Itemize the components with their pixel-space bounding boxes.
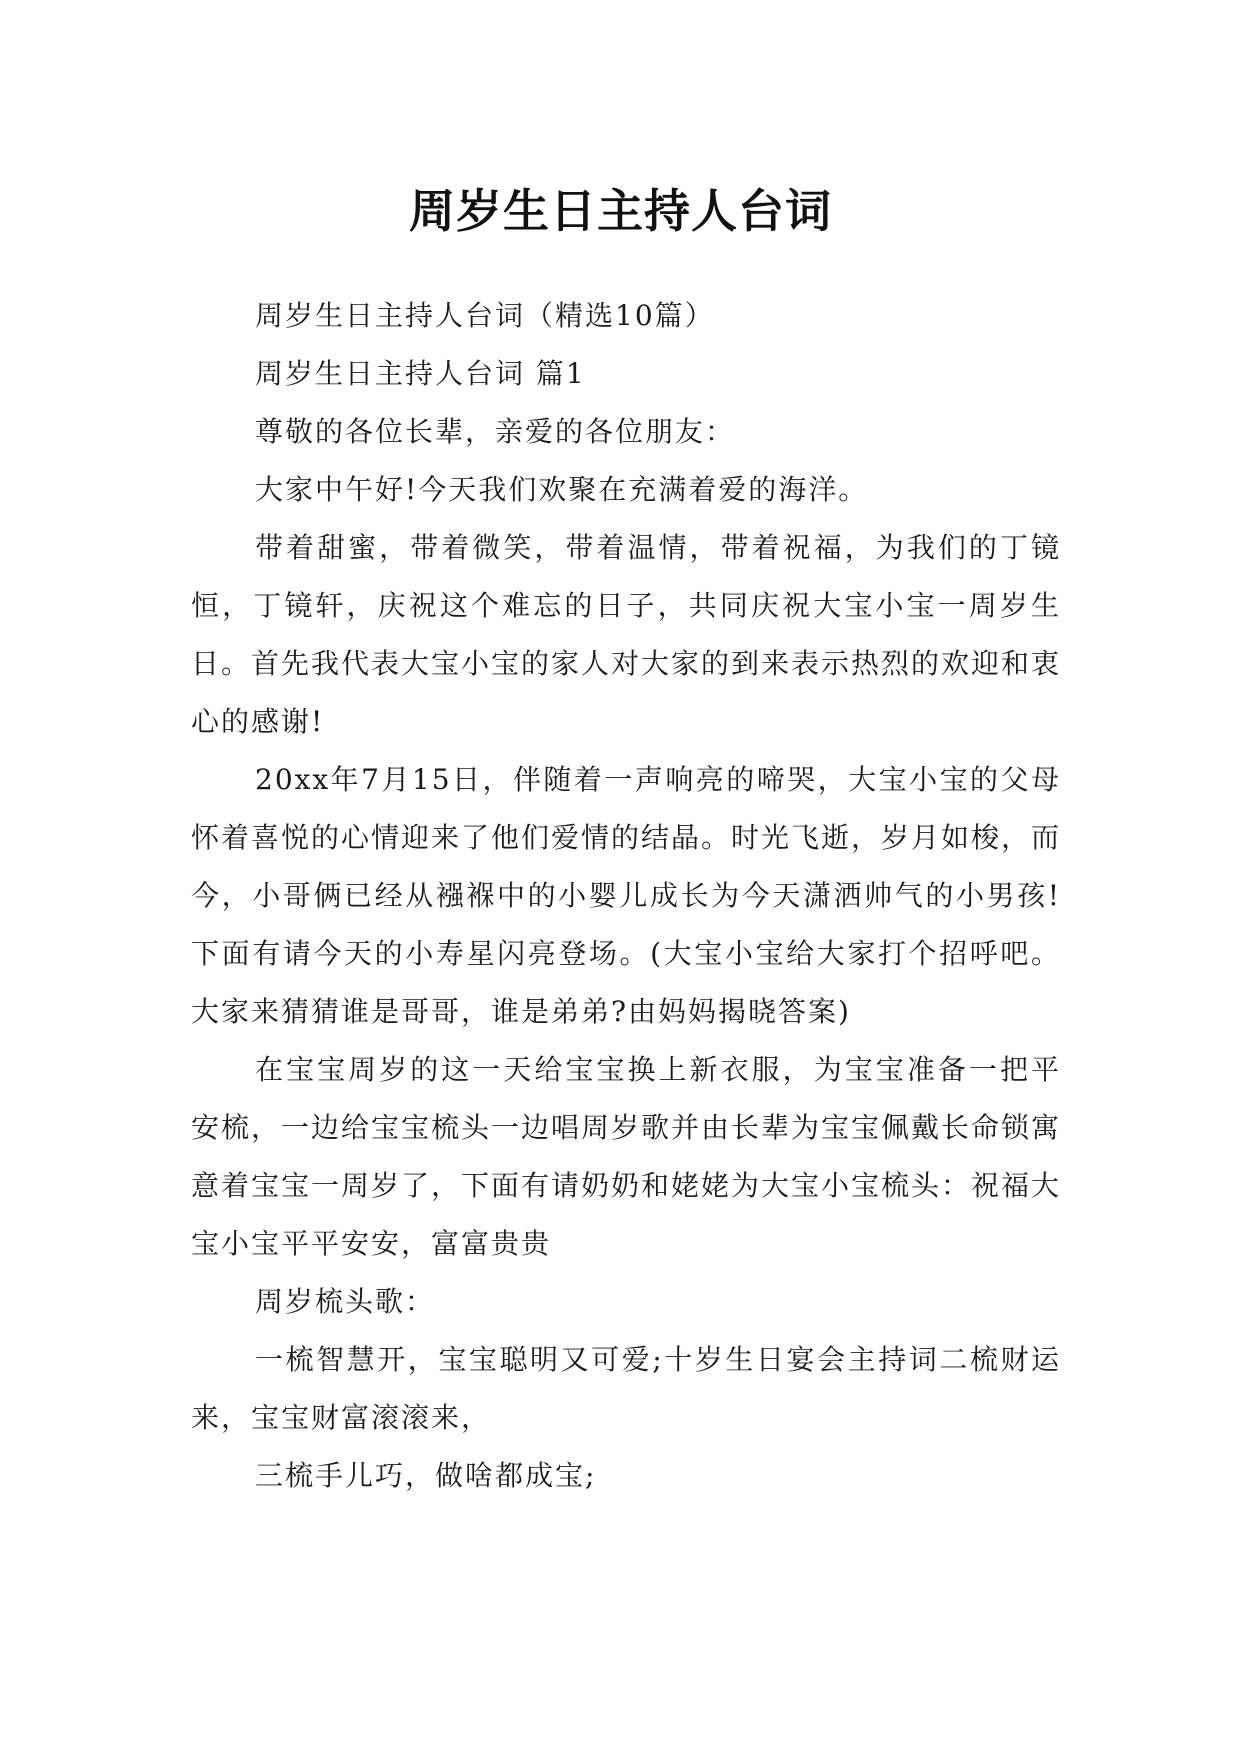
paragraph-section-heading: 周岁生日主持人台词 篇1 [255,357,586,390]
paragraph: 带着甜蜜，带着微笑，带着温情，带着祝福，为我们的丁镜恒，丁镜轩，庆祝这个难忘的日子，共同庆祝大宝小宝一周岁生日。首先我代表大宝小宝的家人对大家的到来表示热烈的欢迎和衷心的感谢! [191,531,1062,738]
paragraph-subtitle: 周岁生日主持人台词（精选10篇） [255,299,715,332]
paragraph: 在宝宝周岁的这一天给宝宝换上新衣服，为宝宝准备一把平安梳，一边给宝宝梳头一边唱周岁歌并由长辈为宝宝佩戴长命锁寓意着宝宝一周岁了，下面有请奶奶和姥姥为大宝小宝梳头：祝福大宝小宝平平安安，富富贵贵 [191,1053,1062,1260]
paragraph: 三梳手儿巧，做啥都成宝; [255,1459,597,1492]
document-body [191,287,1061,1505]
paragraph: 20xx年7月15日，伴随着一声响亮的啼哭，大宝小宝的父母怀着喜悦的心情迎来了他们爱情的结晶。时光飞逝，岁月如梭，而今，小哥俩已经从襁褓中的小婴儿成长为今天潇洒帅气的小男孩!下面有请今天的小寿星闪亮登场。(大宝小宝给大家打个招呼吧。大家来猜猜谁是哥哥，谁是弟弟?由妈妈揭晓答案) [191,763,1062,1028]
paragraph-greeting: 尊敬的各位长辈，亲爱的各位朋友： [255,415,736,448]
paragraph: 一梳智慧开，宝宝聪明又可爱;十岁生日宴会主持词二梳财运来，宝宝财富滚滚来， [191,1343,1061,1434]
paragraph-song-heading: 周岁梳头歌： [255,1285,436,1318]
paragraph: 大家中午好!今天我们欢聚在充满着爱的海洋。 [255,473,869,506]
document-title: 周岁生日主持人台词 [409,183,832,238]
